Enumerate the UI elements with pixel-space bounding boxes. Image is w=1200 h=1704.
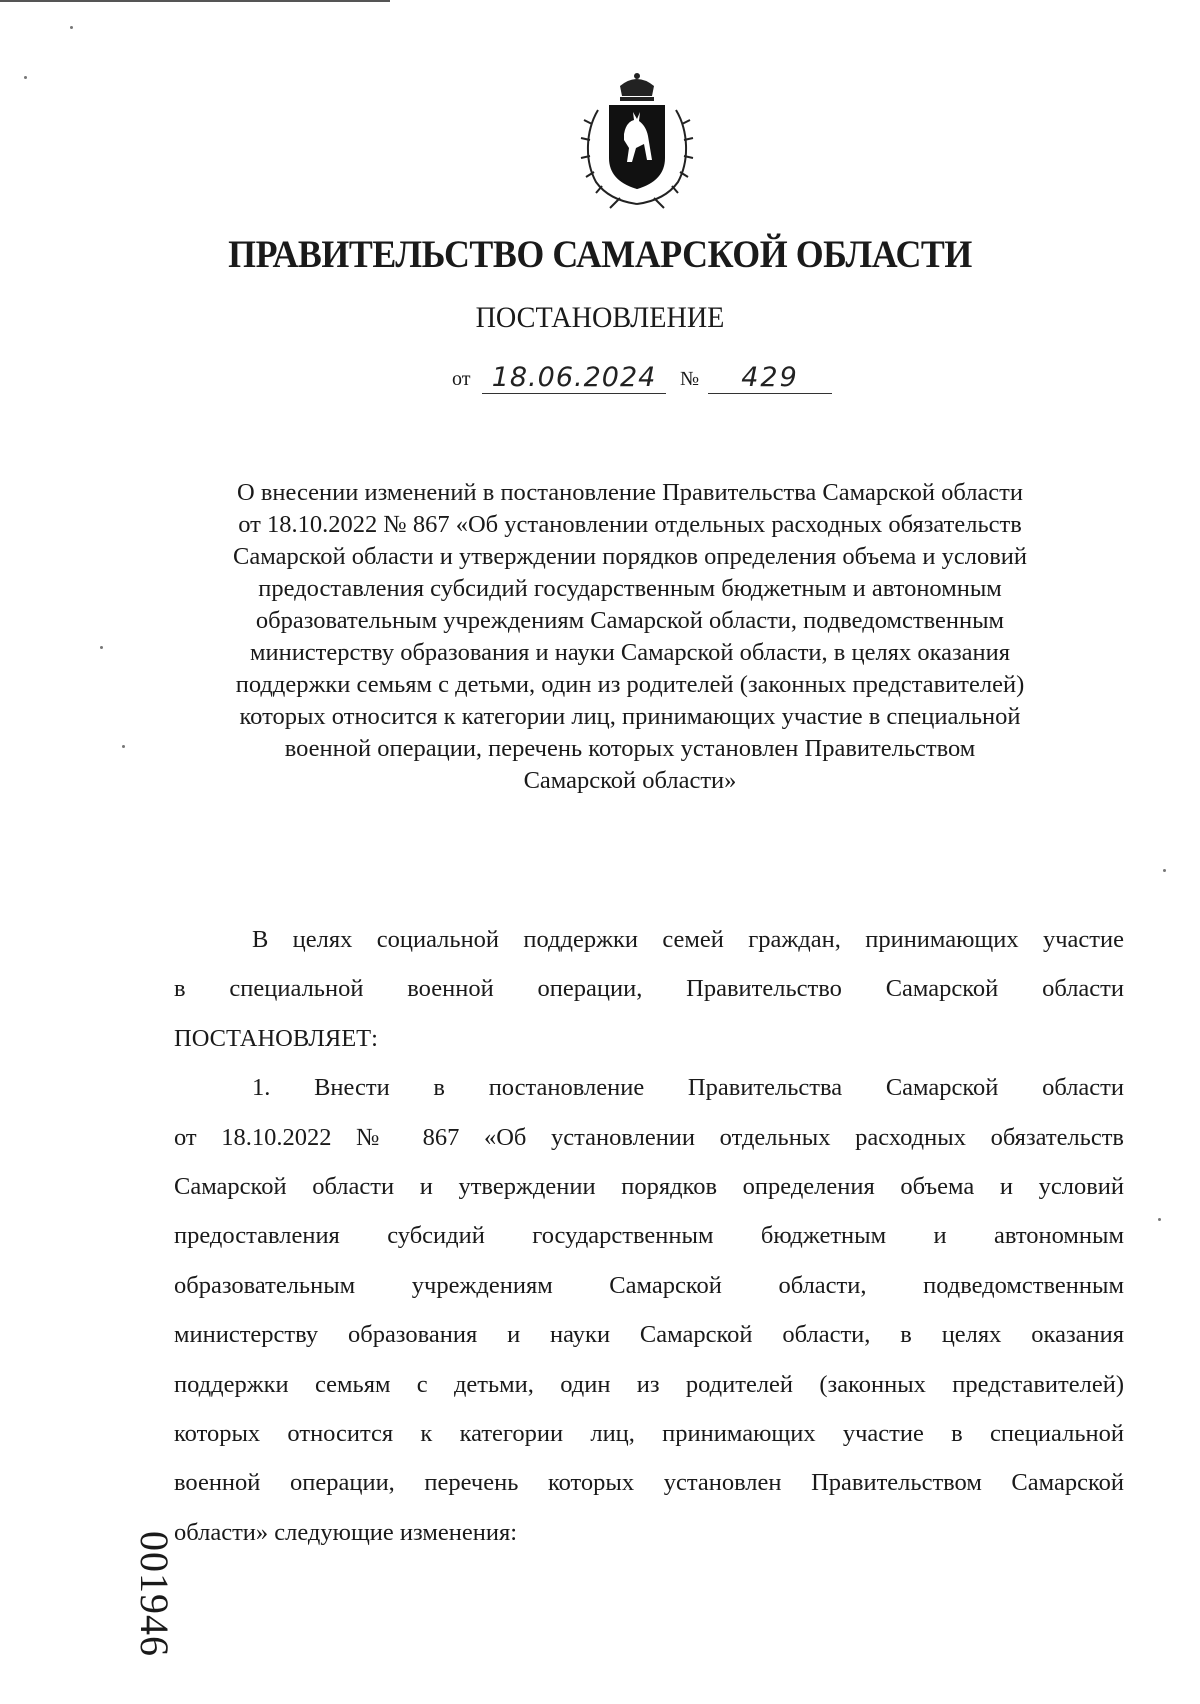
- handwritten-number: 429: [708, 362, 832, 394]
- subject-line: Самарской области»: [523, 767, 737, 794]
- clause-line: Самарской области и утверждении порядков определения объема и условий: [174, 1173, 1124, 1201]
- samara-coat-of-arms-icon: [576, 70, 698, 210]
- document-type: ПОСТАНОВЛЕНИЕ: [475, 301, 725, 334]
- preamble-line: В целях социальной поддержки семей граждан, принимающих участие: [252, 926, 1124, 953]
- scan-speck: [1163, 869, 1166, 872]
- subject-line: Самарской области и утверждении порядков определения объема и условий: [233, 543, 1027, 570]
- preamble-line: в специальной военной операции, Правительство Самарской области: [174, 975, 1124, 1003]
- clause-line: министерству образования и науки Самарской области, в целях оказания: [174, 1321, 1124, 1349]
- clause-line: поддержки семьям с детьми, один из родителей (законных представителей): [174, 1370, 1124, 1398]
- subject-line: поддержки семьям с детьми, один из родителей (законных представителей): [235, 671, 1025, 698]
- document-subject: [150, 477, 1110, 797]
- scan-edge-line: [0, 0, 390, 2]
- document-date-number: [452, 352, 852, 398]
- subject-line: образовательным учреждениям Самарской области, подведомственным: [255, 607, 1005, 634]
- document-serial-number: 001946: [132, 1531, 177, 1657]
- subject-line: военной операции, перечень которых установлен Правительством: [284, 735, 976, 762]
- date-label: от: [452, 368, 471, 390]
- subject-line: от 18.10.2022 № 867 «Об установлении отдельных расходных обязательств: [238, 511, 1022, 538]
- clause-line: области» следующие изменения:: [174, 1518, 518, 1546]
- scan-speck: [1158, 1218, 1161, 1221]
- clause-line: от 18.10.2022 № 867 «Об установлении отдельных расходных обязательств: [174, 1123, 1124, 1151]
- scan-speck: [70, 26, 73, 29]
- clause-line: предоставления субсидий государственным бюджетным и автономным: [174, 1222, 1124, 1250]
- organization-title: ПРАВИТЕЛЬСТВО САМАРСКОЙ ОБЛАСТИ: [228, 233, 972, 276]
- number-label: №: [680, 368, 700, 390]
- clause-line: 1. Внести в постановление Правительства Самарской области: [252, 1074, 1124, 1102]
- clause-line: которых относится к категории лиц, принимающих участие в специальной: [174, 1420, 1124, 1448]
- document-body: [174, 915, 1124, 1557]
- scan-speck: [100, 646, 103, 649]
- scan-speck: [122, 745, 125, 748]
- subject-line: О внесении изменений в постановление Правительства Самарской области: [237, 479, 1023, 506]
- subject-line: министерству образования и науки Самарской области, в целях оказания: [249, 639, 1011, 666]
- clause-line: образовательным учреждениям Самарской области, подведомственным: [174, 1271, 1124, 1299]
- clause-line: военной операции, перечень которых установлен Правительством Самарской: [174, 1469, 1124, 1497]
- scan-speck: [24, 76, 27, 79]
- handwritten-date: 18.06.2024: [482, 362, 666, 394]
- subject-line: которых относится к категории лиц, принимающих участие в специальной: [239, 703, 1021, 730]
- preamble-line: ПОСТАНОВЛЯЕТ:: [174, 1024, 378, 1052]
- subject-line: предоставления субсидий государственным бюджетным и автономным: [258, 575, 1002, 602]
